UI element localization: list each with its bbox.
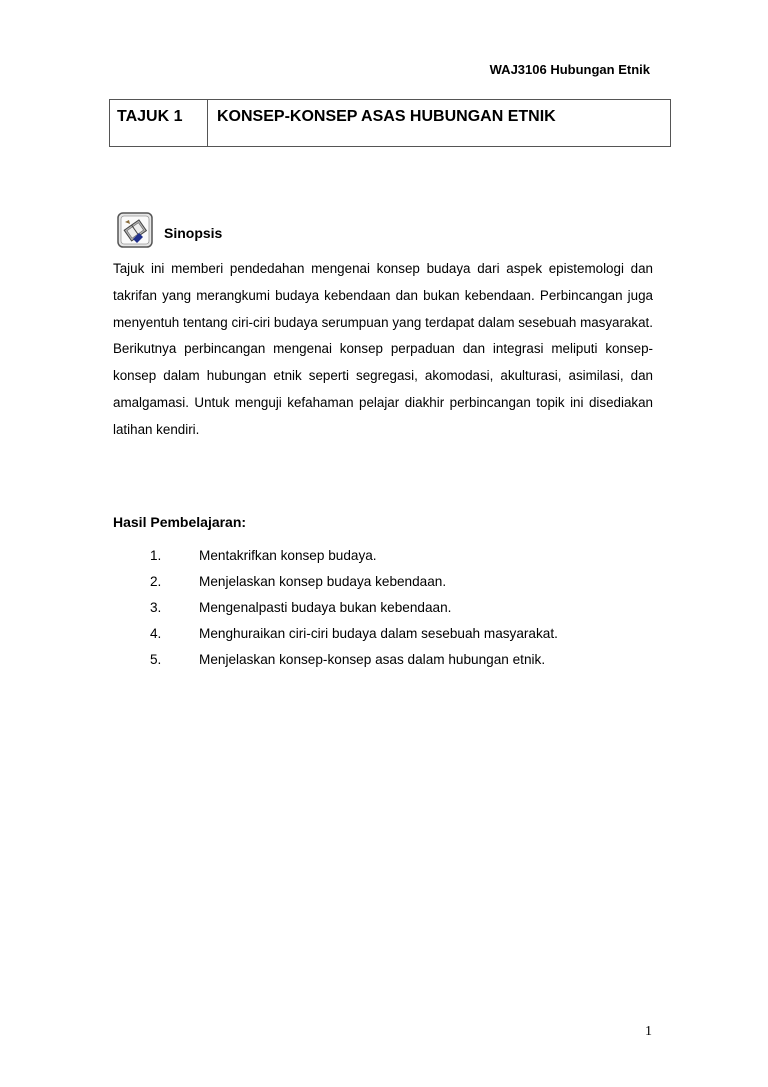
list-item-text: Menjelaskan konsep-konsep asas dalam hubungan etnik. <box>199 652 546 667</box>
list-item-text: Mengenalpasti budaya bukan kebendaan. <box>199 600 452 615</box>
list-item-number: 1. <box>150 548 162 563</box>
list-item-text: Mentakrifkan konsep budaya. <box>199 548 377 563</box>
page-number: 1 <box>645 1024 652 1039</box>
list-item <box>0 626 768 652</box>
running-header: WAJ3106 Hubungan Etnik <box>489 62 650 77</box>
list-item-text: Menghuraikan ciri-ciri budaya dalam sesebuah masyarakat. <box>199 626 558 641</box>
topic-number: TAJUK 1 <box>110 100 208 146</box>
list-item-number: 4. <box>150 626 162 641</box>
list-item-text: Menjelaskan konsep budaya kebendaan. <box>199 574 447 589</box>
list-item <box>0 548 768 574</box>
list-item-number: 3. <box>150 600 162 615</box>
learning-outcomes-list <box>0 548 768 678</box>
list-item <box>0 574 768 600</box>
topic-title: KONSEP-KONSEP ASAS HUBUNGAN ETNIK <box>217 108 556 125</box>
list-item <box>0 600 768 626</box>
list-item-number: 5. <box>150 652 162 667</box>
book-icon <box>117 212 153 248</box>
list-item <box>0 652 768 678</box>
learning-outcomes-heading: Hasil Pembelajaran: <box>113 514 247 530</box>
title-table <box>109 99 671 147</box>
synopsis-heading: Sinopsis <box>164 225 223 241</box>
synopsis-paragraph: Tajuk ini memberi pendedahan mengenai konsep budaya dari aspek epistemologi dan takrifan yang merangkumi budaya kebendaan dan bukan kebendaan. Perbincangan juga menyentuh tentang ciri-ciri budaya serumpuan yang terdapat dalam sesebuah masyarakat. Berikutnya perbincangan mengenai konsep perpaduan dan integrasi meliputi konsep-konsep dalam hubungan etnik seperti segregasi, akomodasi, akulturasi, asimilasi, dan amalgamasi. Untuk menguji kefahaman pelajar diakhir perbincangan topik ini disediakan latihan kendiri. <box>113 261 653 437</box>
list-item-number: 2. <box>150 574 162 589</box>
